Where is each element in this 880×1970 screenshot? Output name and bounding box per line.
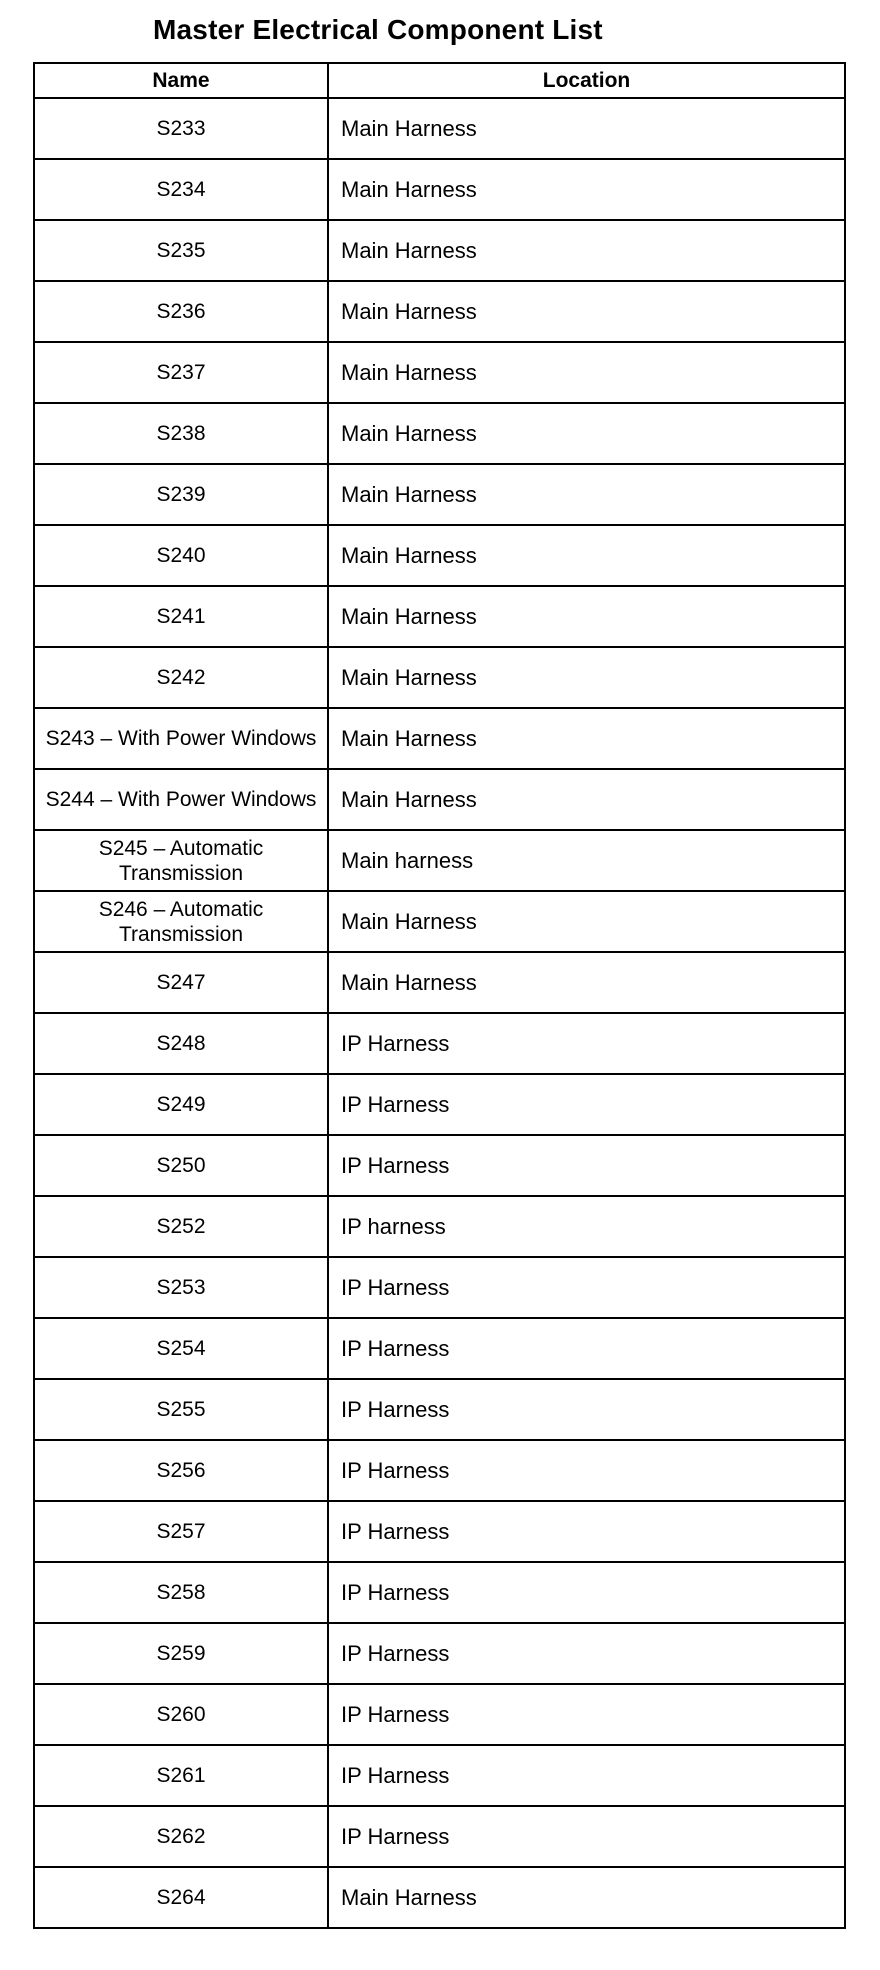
component-name-cell: S241 [34,586,328,647]
component-location-cell: Main Harness [328,647,845,708]
component-location-cell: Main Harness [328,464,845,525]
component-name-cell: S248 [34,1013,328,1074]
table-row [34,525,845,586]
component-location-cell: Main harness [328,830,845,891]
component-location-cell: IP Harness [328,1501,845,1562]
component-name-cell: S240 [34,525,328,586]
table-row [34,220,845,281]
component-location-cell: Main Harness [328,98,845,159]
table-row [34,1867,845,1928]
component-location-cell: IP Harness [328,1806,845,1867]
component-location-cell: IP Harness [328,1440,845,1501]
table-row [34,1623,845,1684]
table-row [34,403,845,464]
page-title: Master Electrical Component List [153,14,603,45]
table-row [34,1257,845,1318]
table-header-row [34,63,845,98]
component-name-cell: S245 – Automatic Transmission [34,830,328,891]
component-name-cell: S256 [34,1440,328,1501]
component-name-cell: S260 [34,1684,328,1745]
component-location-cell: Main Harness [328,586,845,647]
component-location-cell: IP Harness [328,1257,845,1318]
component-name-cell: S252 [34,1196,328,1257]
component-location-cell: Main Harness [328,1867,845,1928]
table-row [34,647,845,708]
component-name-cell: S253 [34,1257,328,1318]
table-row [34,464,845,525]
component-location-cell: IP Harness [328,1623,845,1684]
component-location-cell: IP Harness [328,1074,845,1135]
table-row [34,1379,845,1440]
component-table [33,62,846,1929]
table-row [34,98,845,159]
component-name-cell: S254 [34,1318,328,1379]
column-header-name: Name [34,63,328,98]
table-row [34,1501,845,1562]
component-location-cell: IP Harness [328,1562,845,1623]
component-name-cell: S261 [34,1745,328,1806]
table-row [34,1745,845,1806]
component-location-cell: Main Harness [328,891,845,952]
table-row [34,708,845,769]
component-name-cell: S242 [34,647,328,708]
table-row [34,1013,845,1074]
component-name-cell: S258 [34,1562,328,1623]
component-name-cell: S233 [34,98,328,159]
component-location-cell: Main Harness [328,281,845,342]
table-row [34,952,845,1013]
component-location-cell: IP Harness [328,1135,845,1196]
component-name-cell: S239 [34,464,328,525]
table-row [34,1806,845,1867]
table-row [34,769,845,830]
component-location-cell: Main Harness [328,952,845,1013]
component-location-cell: Main Harness [328,220,845,281]
component-name-cell: S238 [34,403,328,464]
component-location-cell: IP Harness [328,1684,845,1745]
column-header-location: Location [328,63,845,98]
component-name-cell: S246 – Automatic Transmission [34,891,328,952]
component-name-cell: S249 [34,1074,328,1135]
component-name-cell: S243 – With Power Windows [34,708,328,769]
component-location-cell: Main Harness [328,159,845,220]
component-location-cell: Main Harness [328,342,845,403]
table-row [34,1440,845,1501]
component-location-cell: Main Harness [328,708,845,769]
table-row [34,830,845,891]
component-name-cell: S234 [34,159,328,220]
table-row [34,1684,845,1745]
table-row [34,586,845,647]
component-location-cell: IP Harness [328,1379,845,1440]
component-name-cell: S244 – With Power Windows [34,769,328,830]
component-location-cell: IP harness [328,1196,845,1257]
table-row [34,1135,845,1196]
component-location-cell: Main Harness [328,525,845,586]
table-row [34,891,845,952]
component-name-cell: S259 [34,1623,328,1684]
table-row [34,342,845,403]
component-location-cell: IP Harness [328,1745,845,1806]
component-location-cell: IP Harness [328,1318,845,1379]
component-name-cell: S264 [34,1867,328,1928]
table-row [34,159,845,220]
component-name-cell: S236 [34,281,328,342]
component-name-cell: S257 [34,1501,328,1562]
component-location-cell: Main Harness [328,403,845,464]
component-location-cell: IP Harness [328,1013,845,1074]
table-row [34,1074,845,1135]
component-name-cell: S255 [34,1379,328,1440]
component-name-cell: S247 [34,952,328,1013]
component-name-cell: S235 [34,220,328,281]
table-body [34,98,845,1928]
table-row [34,1196,845,1257]
table-row [34,281,845,342]
component-name-cell: S237 [34,342,328,403]
table-row [34,1318,845,1379]
component-name-cell: S250 [34,1135,328,1196]
table-row [34,1562,845,1623]
component-name-cell: S262 [34,1806,328,1867]
component-location-cell: Main Harness [328,769,845,830]
